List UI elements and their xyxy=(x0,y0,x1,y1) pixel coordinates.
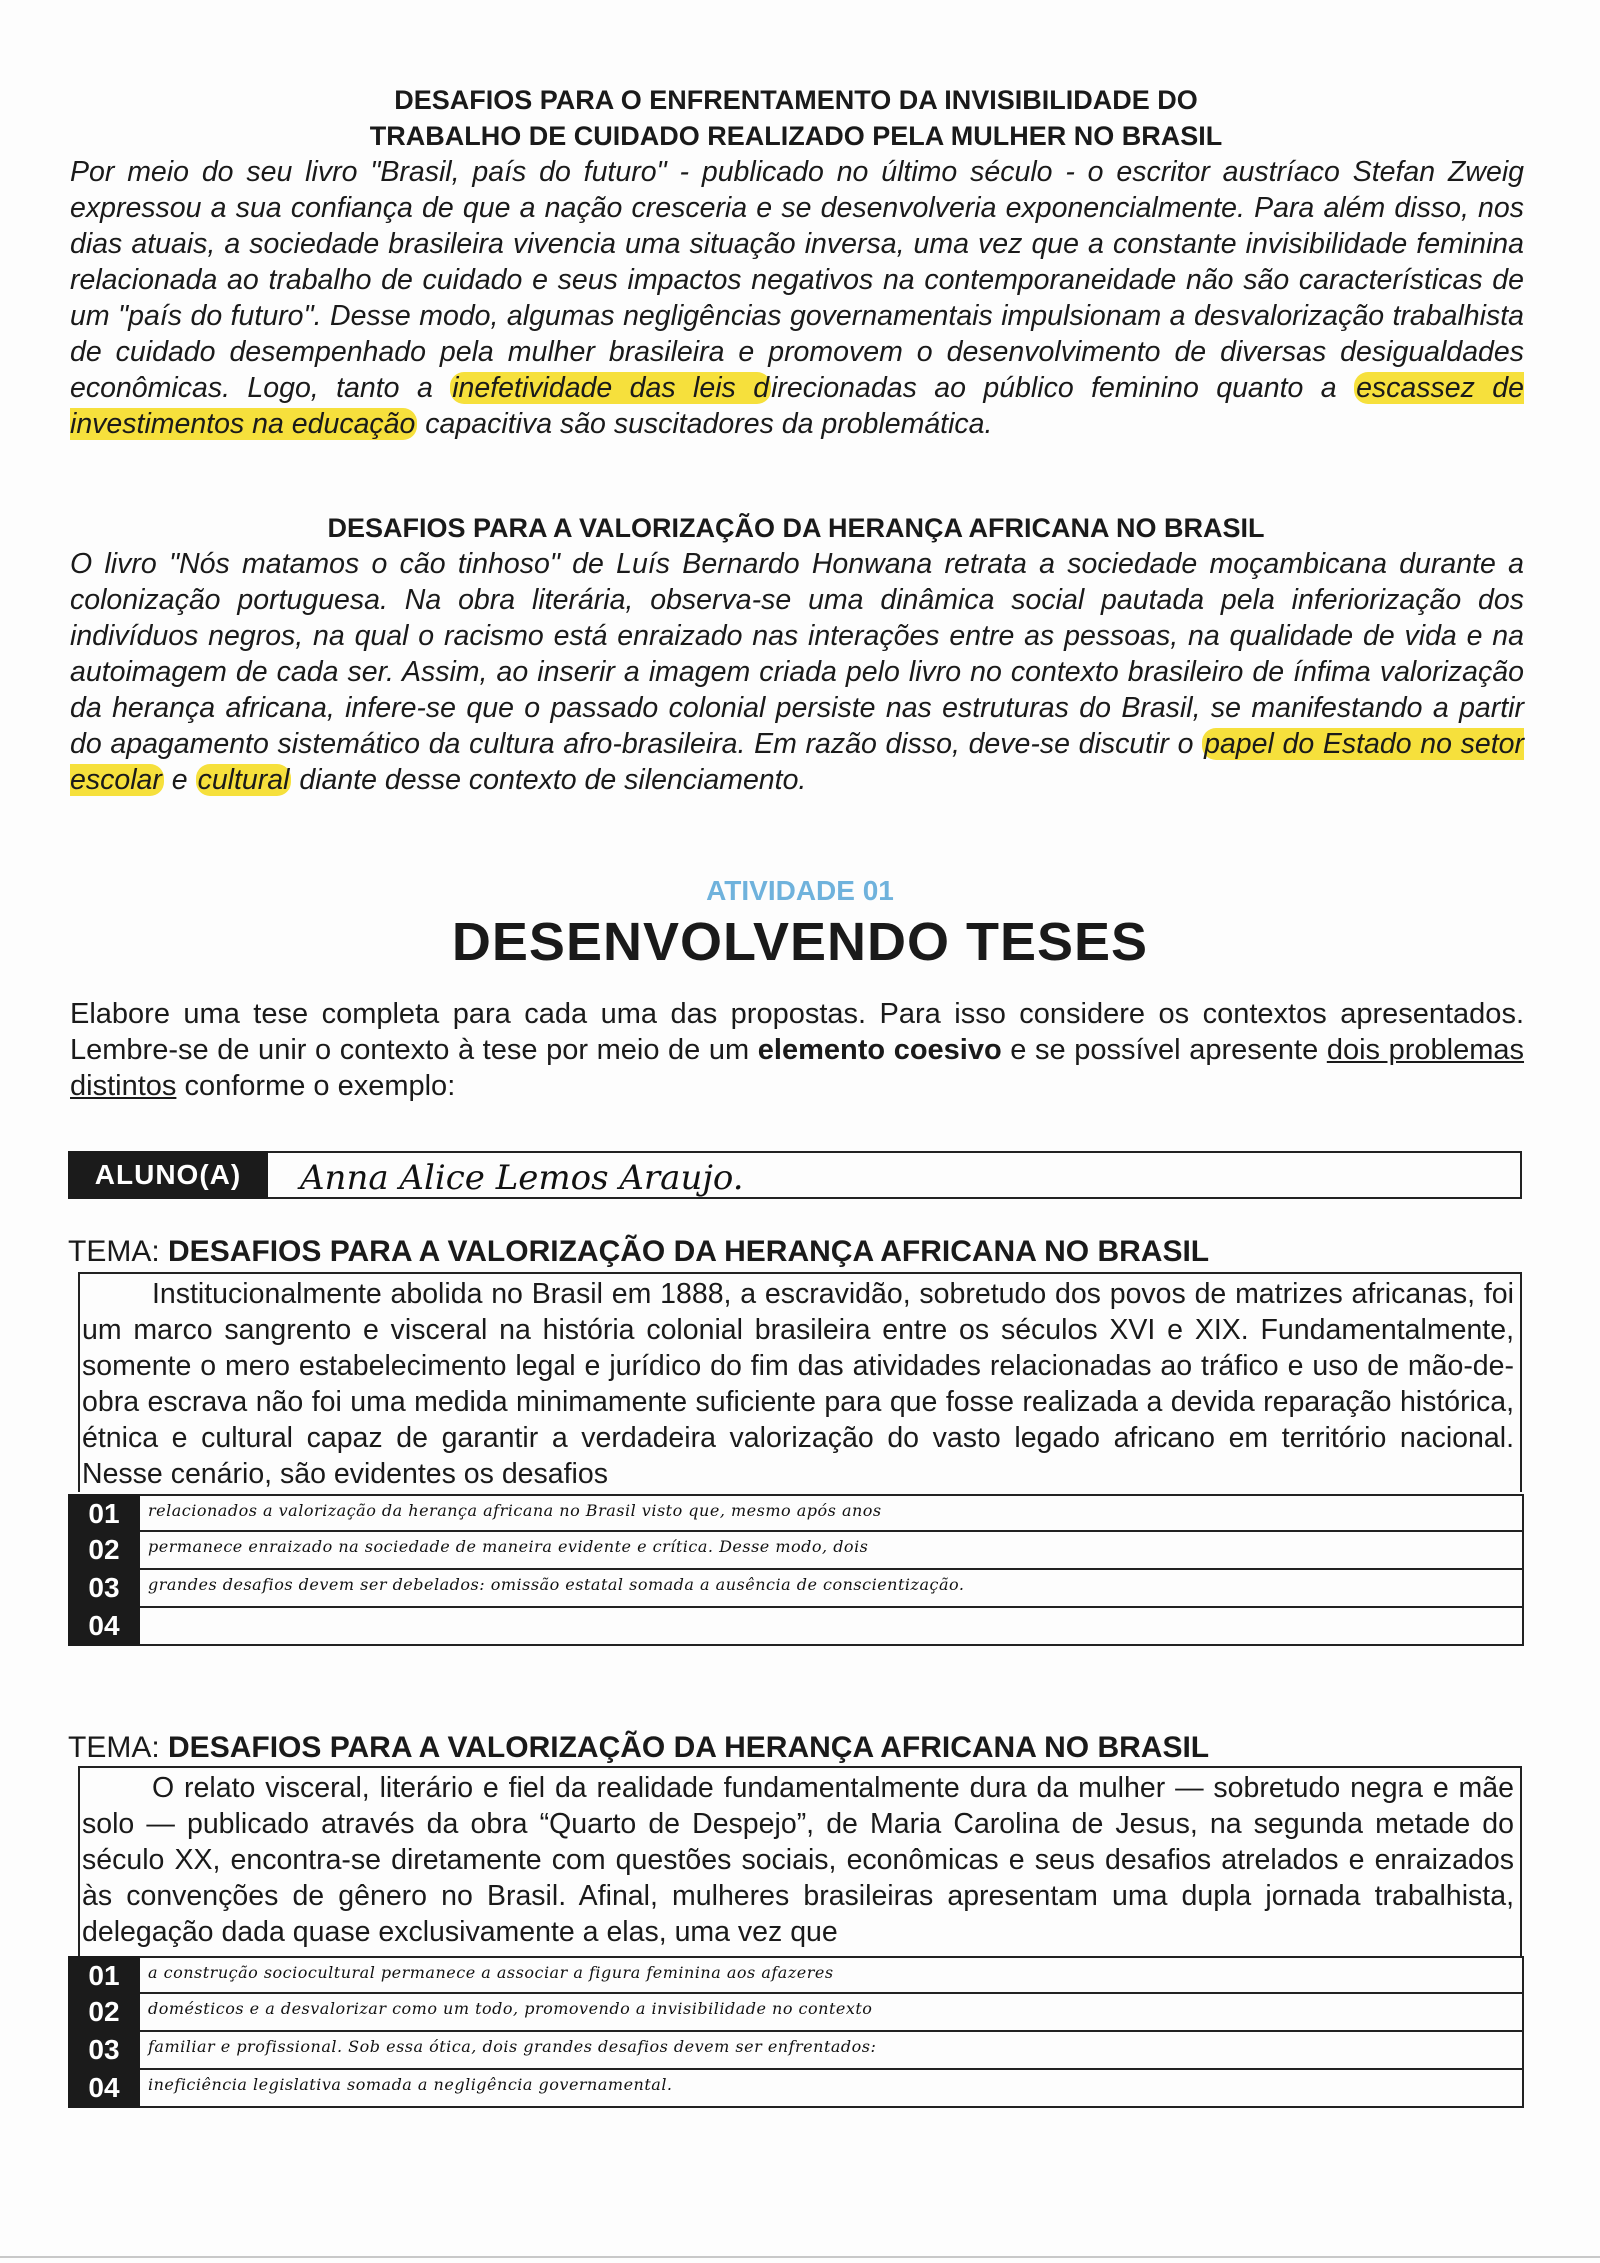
essay1-context: Institucionalmente abolida no Brasil em 1888, a escravidão, sobretudo dos povos de matrizes africanas, foi um marco sangrento e visceral na história colonial brasileira entre os séculos XVI e XIX. Fundamentalmente, somente o mero estabelecimento legal e jurídico do fim das atividades relacionadas ao tráfico e uso de mão-de-obra escrava não foi uma medida minimamente suficiente para que fosse realizada a devida reparação histórica, étnica e cultural capaz de garantir a verdadeira valorização do vasto legado africano em território nacional. Nesse cenário, são evidentes os desafios xyxy=(82,1278,1514,1490)
student-name: Anna Alice Lemos Araujo. xyxy=(300,1158,744,1198)
excerpt1-title xyxy=(68,82,1524,154)
activity-title: DESENVOLVENDO TESES xyxy=(451,912,1149,972)
excerpt2-text-part: O livro "Nós matamos o cão tinhoso" de Luís Bernardo Honwana retrata a sociedade moçambicana durante a colonização portuguesa. Na obra literária, observa-se uma dinâmica social pautada pela inferiorização dos indivíduos negros, na qual o racismo está enraizado nas interações entre as pessoas, na qualidade de vida e na autoimagem de cada ser. Assim, ao inserir a imagem criada pelo livro no contexto brasileiro de ínfima valorização da herança africana, infere-se que o passado colonial persiste nas estruturas do Brasil, se manifestando a partir do apagamento sistemático da cultura afro-brasileira. Em razão disso, deve-se discutir o xyxy=(70,548,1524,760)
student-label: ALUNO(A) xyxy=(68,1151,268,1199)
writing-line[interactable] xyxy=(68,2070,1524,2108)
line-number: 02 xyxy=(68,1992,140,2032)
writing-line[interactable] xyxy=(68,1494,1524,1532)
handwritten-text: permanece enraizado na sociedade de maneira evidente e crítica. Desse modo, dois xyxy=(148,1537,869,1556)
instr-text: Elabore uma tese completa para cada uma das propostas. Para isso considere os contextos apresentados. Lembre-se de unir o contexto à tese por meio de um xyxy=(70,998,1524,1066)
handwritten-text: familiar e profissional. Sob essa ótica, dois grandes desafios devem ser enfrentados: xyxy=(148,2037,877,2056)
writing-line[interactable] xyxy=(68,1608,1524,1646)
line-number: 04 xyxy=(68,1606,140,1646)
writing-line[interactable] xyxy=(68,1570,1524,1608)
writing-line[interactable] xyxy=(68,1956,1524,1994)
tema-prefix: TEMA: xyxy=(68,1235,169,1268)
excerpt1-text-part: capacitiva são suscitadores da problemática. xyxy=(417,408,993,440)
highlight-inefetividade: inefetividade das leis d xyxy=(452,372,770,404)
excerpt1-title-line1: DESAFIOS PARA O ENFRENTAMENTO DA INVISIBILIDADE DO xyxy=(394,85,1198,115)
highlight-papel-estado: papel do Estado no setor escolar xyxy=(70,728,1524,796)
handwritten-text: ineficiência legislativa somada a negligência governamental. xyxy=(148,2075,673,2094)
instr-text: e se possível apresente xyxy=(1001,1034,1327,1066)
excerpt1-title-line2: TRABALHO DE CUIDADO REALIZADO PELA MULHER NO BRASIL xyxy=(369,121,1223,151)
excerpt1-text-part: Por meio do seu livro "Brasil, país do futuro" - publicado no último século - o escritor austríaco Stefan Zweig expressou a sua confiança de que a nação cresceria e se desenvolveria exponencialmente. Para além disso, nos dias atuais, a sociedade brasileira vivencia uma situação inversa, uma vez que a constante invisibilidade feminina relacionada ao trabalho de cuidado e seus impactos negativos na contemporaneidade não são características de um "país do futuro". Desse modo, algumas negligências governamentais impulsionam a desvalorização trabalhista de cuidado desempenhado pela mulher brasileira e promovem o desenvolvimento de diversas desigualdades econômicas. Logo, tanto a xyxy=(70,156,1524,404)
instr-underline: dois problemas distintos xyxy=(70,1034,1525,1102)
line-number: 02 xyxy=(68,1530,140,1570)
excerpt1-text-part: irecionadas ao público feminino quanto a xyxy=(771,372,1355,404)
excerpt2-text-part: e xyxy=(163,764,196,796)
line-number: 03 xyxy=(68,2030,140,2070)
highlight-escassez: escassez de investimentos na educação xyxy=(70,372,1524,440)
essay1-lines xyxy=(68,1494,1524,1674)
line-number: 01 xyxy=(68,1494,140,1534)
essay2-lines xyxy=(68,1956,1524,2136)
line-number: 03 xyxy=(68,1568,140,1608)
writing-line[interactable] xyxy=(68,1994,1524,2032)
handwritten-text: grandes desafios devem ser debelados: omissão estatal somada a ausência de conscientização. xyxy=(148,1575,965,1594)
excerpt2-title: DESAFIOS PARA A VALORIZAÇÃO DA HERANÇA AFRICANA NO BRASIL xyxy=(327,513,1265,543)
tema-prefix: TEMA: xyxy=(68,1731,169,1764)
instr-bold: elemento coesivo xyxy=(757,1034,1002,1066)
tema-title: DESAFIOS PARA A VALORIZAÇÃO DA HERANÇA AFRICANA NO BRASIL xyxy=(168,1235,1210,1268)
excerpt2-text xyxy=(70,546,1524,798)
activity-label: ATIVIDADE 01 xyxy=(706,875,894,906)
essay1-tema xyxy=(68,1234,1538,1270)
essay2-tema xyxy=(68,1730,1538,1766)
student-name-field[interactable] xyxy=(68,1151,1522,1199)
handwritten-text: a construção sociocultural permanece a associar a figura feminina aos afazeres xyxy=(148,1963,834,1982)
scan-edge xyxy=(0,2256,1600,2258)
writing-line[interactable] xyxy=(68,1532,1524,1570)
excerpt1-text xyxy=(70,154,1524,442)
handwritten-text: domésticos e a desvalorizar como um todo, promovendo a invisibilidade no contexto xyxy=(148,1999,873,2018)
tema-title: DESAFIOS PARA A VALORIZAÇÃO DA HERANÇA AFRICANA NO BRASIL xyxy=(168,1731,1210,1764)
excerpt2-text-part: diante desse contexto de silenciamento. xyxy=(291,764,807,796)
highlight-cultural: cultural xyxy=(197,764,290,796)
writing-line[interactable] xyxy=(68,2032,1524,2070)
handwritten-text: relacionados a valorização da herança africana no Brasil visto que, mesmo após anos xyxy=(148,1501,882,1520)
line-number: 04 xyxy=(68,2068,140,2108)
line-border xyxy=(1522,1608,1524,1646)
activity-instructions xyxy=(70,996,1524,1104)
essay2-context: O relato visceral, literário e fiel da realidade fundamentalmente dura da mulher — sobretudo negra e mãe solo — publicado através da obra “Quarto de Despejo”, de Maria Carolina de Jesus, na segunda metade do século XX, encontra-se diretamente com questões sociais, econômicas e seus desafios atrelados e enraizados às convenções de gênero no Brasil. Afinal, mulheres brasileiras apresentam uma dupla jornada trabalhista, delegação dada quase exclusivamente a elas, uma vez que xyxy=(82,1772,1514,1948)
line-number: 01 xyxy=(68,1956,140,1996)
instr-text: conforme o exemplo: xyxy=(176,1070,456,1102)
